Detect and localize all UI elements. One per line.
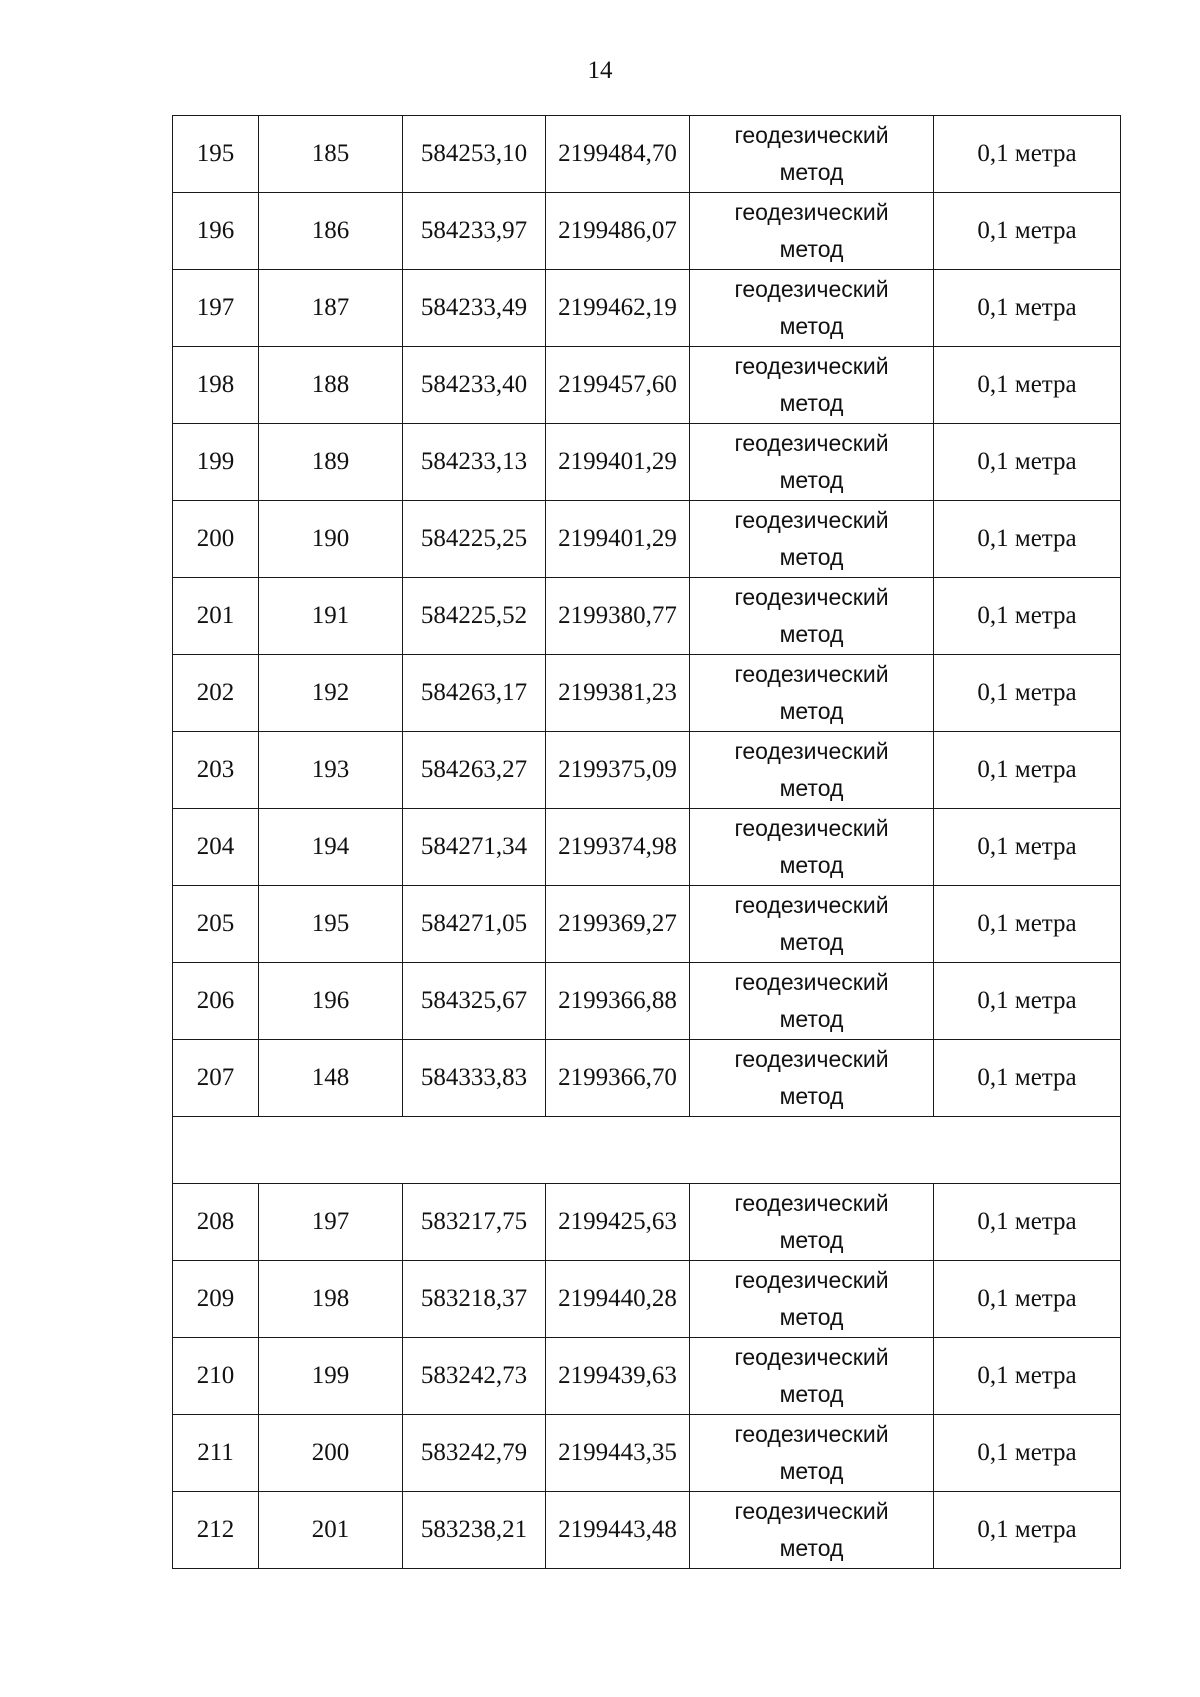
- method-cell: [690, 886, 934, 963]
- method-cell: [690, 809, 934, 886]
- point-number-cell: 191: [259, 578, 403, 655]
- table-row: [173, 886, 1121, 963]
- x-coordinate-cell: 584271,34: [403, 809, 546, 886]
- row-number-cell: 198: [173, 347, 259, 424]
- y-coordinate-cell: 2199380,77: [546, 578, 690, 655]
- row-number-cell: 209: [173, 1261, 259, 1338]
- method-line-2: метод: [779, 1535, 844, 1561]
- method-line-2: метод: [779, 1227, 844, 1253]
- coordinates-table-body: [173, 116, 1121, 1569]
- method-line-2: метод: [779, 1381, 844, 1407]
- accuracy-cell: 0,1 метра: [934, 809, 1121, 886]
- point-number-cell: 190: [259, 501, 403, 578]
- point-number-cell: 192: [259, 655, 403, 732]
- x-coordinate-cell: 584233,13: [403, 424, 546, 501]
- page-number: 14: [587, 57, 613, 84]
- method-line-2: метод: [779, 775, 844, 801]
- y-coordinate-cell: 2199401,29: [546, 501, 690, 578]
- accuracy-cell: 0,1 метра: [934, 732, 1121, 809]
- table-row: [173, 193, 1121, 270]
- x-coordinate-cell: 584225,52: [403, 578, 546, 655]
- method-cell: [690, 1261, 934, 1338]
- x-coordinate-cell: 584233,97: [403, 193, 546, 270]
- table-row: [173, 1261, 1121, 1338]
- method-line-2: метод: [779, 1458, 844, 1484]
- method-line-1: геодезический: [734, 1190, 889, 1216]
- method-cell: [690, 732, 934, 809]
- y-coordinate-cell: 2199443,35: [546, 1415, 690, 1492]
- method-cell: [690, 270, 934, 347]
- y-coordinate-cell: 2199462,19: [546, 270, 690, 347]
- method-line-1: геодезический: [734, 1421, 889, 1447]
- point-number-cell: 198: [259, 1261, 403, 1338]
- x-coordinate-cell: 583242,79: [403, 1415, 546, 1492]
- point-number-cell: 199: [259, 1338, 403, 1415]
- y-coordinate-cell: 2199486,07: [546, 193, 690, 270]
- y-coordinate-cell: 2199366,88: [546, 963, 690, 1040]
- y-coordinate-cell: 2199443,48: [546, 1492, 690, 1569]
- x-coordinate-cell: 584333,83: [403, 1040, 546, 1117]
- method-line-2: метод: [779, 621, 844, 647]
- table-row: [173, 1040, 1121, 1117]
- table-row: [173, 1338, 1121, 1415]
- x-coordinate-cell: 583242,73: [403, 1338, 546, 1415]
- method-cell: [690, 1040, 934, 1117]
- method-line-1: геодезический: [734, 353, 889, 379]
- x-coordinate-cell: 584225,25: [403, 501, 546, 578]
- method-line-1: геодезический: [734, 738, 889, 764]
- separator-cell: [173, 1117, 1121, 1184]
- y-coordinate-cell: 2199369,27: [546, 886, 690, 963]
- accuracy-cell: 0,1 метра: [934, 270, 1121, 347]
- x-coordinate-cell: 583217,75: [403, 1184, 546, 1261]
- method-cell: [690, 1338, 934, 1415]
- separator-row: [173, 1117, 1121, 1184]
- method-line-2: метод: [779, 698, 844, 724]
- method-line-2: метод: [779, 852, 844, 878]
- accuracy-cell: 0,1 метра: [934, 347, 1121, 424]
- method-cell: [690, 1184, 934, 1261]
- coordinates-table: [172, 115, 1121, 1569]
- method-line-1: геодезический: [734, 507, 889, 533]
- y-coordinate-cell: 2199440,28: [546, 1261, 690, 1338]
- accuracy-cell: 0,1 метра: [934, 1261, 1121, 1338]
- method-line-1: геодезический: [734, 584, 889, 610]
- table-row: [173, 732, 1121, 809]
- method-line-1: геодезический: [734, 661, 889, 687]
- x-coordinate-cell: 584233,40: [403, 347, 546, 424]
- row-number-cell: 203: [173, 732, 259, 809]
- table-row: [173, 347, 1121, 424]
- y-coordinate-cell: 2199439,63: [546, 1338, 690, 1415]
- row-number-cell: 206: [173, 963, 259, 1040]
- method-line-1: геодезический: [734, 1046, 889, 1072]
- row-number-cell: 196: [173, 193, 259, 270]
- row-number-cell: 199: [173, 424, 259, 501]
- method-line-1: геодезический: [734, 815, 889, 841]
- table-row: [173, 116, 1121, 193]
- point-number-cell: 200: [259, 1415, 403, 1492]
- x-coordinate-cell: 584271,05: [403, 886, 546, 963]
- point-number-cell: 187: [259, 270, 403, 347]
- row-number-cell: 204: [173, 809, 259, 886]
- accuracy-cell: 0,1 метра: [934, 1184, 1121, 1261]
- y-coordinate-cell: 2199375,09: [546, 732, 690, 809]
- row-number-cell: 210: [173, 1338, 259, 1415]
- method-cell: [690, 116, 934, 193]
- point-number-cell: 189: [259, 424, 403, 501]
- method-line-1: геодезический: [734, 892, 889, 918]
- method-cell: [690, 347, 934, 424]
- method-line-2: метод: [779, 1083, 844, 1109]
- x-coordinate-cell: 584233,49: [403, 270, 546, 347]
- method-cell: [690, 1415, 934, 1492]
- method-line-1: геодезический: [734, 969, 889, 995]
- method-line-1: геодезический: [734, 1267, 889, 1293]
- accuracy-cell: 0,1 метра: [934, 501, 1121, 578]
- accuracy-cell: 0,1 метра: [934, 116, 1121, 193]
- method-line-2: метод: [779, 236, 844, 262]
- accuracy-cell: 0,1 метра: [934, 1492, 1121, 1569]
- method-line-2: метод: [779, 467, 844, 493]
- table-row: [173, 963, 1121, 1040]
- method-line-2: метод: [779, 390, 844, 416]
- method-line-1: геодезический: [734, 1344, 889, 1370]
- x-coordinate-cell: 584253,10: [403, 116, 546, 193]
- point-number-cell: 201: [259, 1492, 403, 1569]
- accuracy-cell: 0,1 метра: [934, 1338, 1121, 1415]
- method-cell: [690, 578, 934, 655]
- row-number-cell: 195: [173, 116, 259, 193]
- y-coordinate-cell: 2199425,63: [546, 1184, 690, 1261]
- y-coordinate-cell: 2199457,60: [546, 347, 690, 424]
- method-line-2: метод: [779, 929, 844, 955]
- table-row: [173, 809, 1121, 886]
- method-line-2: метод: [779, 159, 844, 185]
- table-row: [173, 578, 1121, 655]
- accuracy-cell: 0,1 метра: [934, 193, 1121, 270]
- method-line-1: геодезический: [734, 276, 889, 302]
- method-line-1: геодезический: [734, 199, 889, 225]
- point-number-cell: 197: [259, 1184, 403, 1261]
- point-number-cell: 194: [259, 809, 403, 886]
- point-number-cell: 188: [259, 347, 403, 424]
- point-number-cell: 148: [259, 1040, 403, 1117]
- point-number-cell: 196: [259, 963, 403, 1040]
- method-line-2: метод: [779, 313, 844, 339]
- accuracy-cell: 0,1 метра: [934, 886, 1121, 963]
- row-number-cell: 200: [173, 501, 259, 578]
- row-number-cell: 207: [173, 1040, 259, 1117]
- table-row: [173, 655, 1121, 732]
- table-row: [173, 501, 1121, 578]
- table-row: [173, 424, 1121, 501]
- row-number-cell: 211: [173, 1415, 259, 1492]
- method-cell: [690, 655, 934, 732]
- point-number-cell: 195: [259, 886, 403, 963]
- method-cell: [690, 1492, 934, 1569]
- table-row: [173, 1415, 1121, 1492]
- accuracy-cell: 0,1 метра: [934, 1415, 1121, 1492]
- accuracy-cell: 0,1 метра: [934, 424, 1121, 501]
- point-number-cell: 186: [259, 193, 403, 270]
- x-coordinate-cell: 584263,17: [403, 655, 546, 732]
- row-number-cell: 205: [173, 886, 259, 963]
- accuracy-cell: 0,1 метра: [934, 578, 1121, 655]
- method-line-2: метод: [779, 544, 844, 570]
- x-coordinate-cell: 583218,37: [403, 1261, 546, 1338]
- method-line-2: метод: [779, 1006, 844, 1032]
- row-number-cell: 202: [173, 655, 259, 732]
- y-coordinate-cell: 2199374,98: [546, 809, 690, 886]
- row-number-cell: 212: [173, 1492, 259, 1569]
- method-line-1: геодезический: [734, 430, 889, 456]
- y-coordinate-cell: 2199401,29: [546, 424, 690, 501]
- table-row: [173, 270, 1121, 347]
- x-coordinate-cell: 584325,67: [403, 963, 546, 1040]
- row-number-cell: 208: [173, 1184, 259, 1261]
- row-number-cell: 197: [173, 270, 259, 347]
- accuracy-cell: 0,1 метра: [934, 655, 1121, 732]
- y-coordinate-cell: 2199381,23: [546, 655, 690, 732]
- method-cell: [690, 501, 934, 578]
- accuracy-cell: 0,1 метра: [934, 963, 1121, 1040]
- method-cell: [690, 424, 934, 501]
- accuracy-cell: 0,1 метра: [934, 1040, 1121, 1117]
- table-row: [173, 1492, 1121, 1569]
- method-line-1: геодезический: [734, 122, 889, 148]
- method-line-1: геодезический: [734, 1498, 889, 1524]
- method-cell: [690, 963, 934, 1040]
- y-coordinate-cell: 2199484,70: [546, 116, 690, 193]
- x-coordinate-cell: 583238,21: [403, 1492, 546, 1569]
- x-coordinate-cell: 584263,27: [403, 732, 546, 809]
- point-number-cell: 185: [259, 116, 403, 193]
- method-line-2: метод: [779, 1304, 844, 1330]
- point-number-cell: 193: [259, 732, 403, 809]
- method-cell: [690, 193, 934, 270]
- row-number-cell: 201: [173, 578, 259, 655]
- y-coordinate-cell: 2199366,70: [546, 1040, 690, 1117]
- table-row: [173, 1184, 1121, 1261]
